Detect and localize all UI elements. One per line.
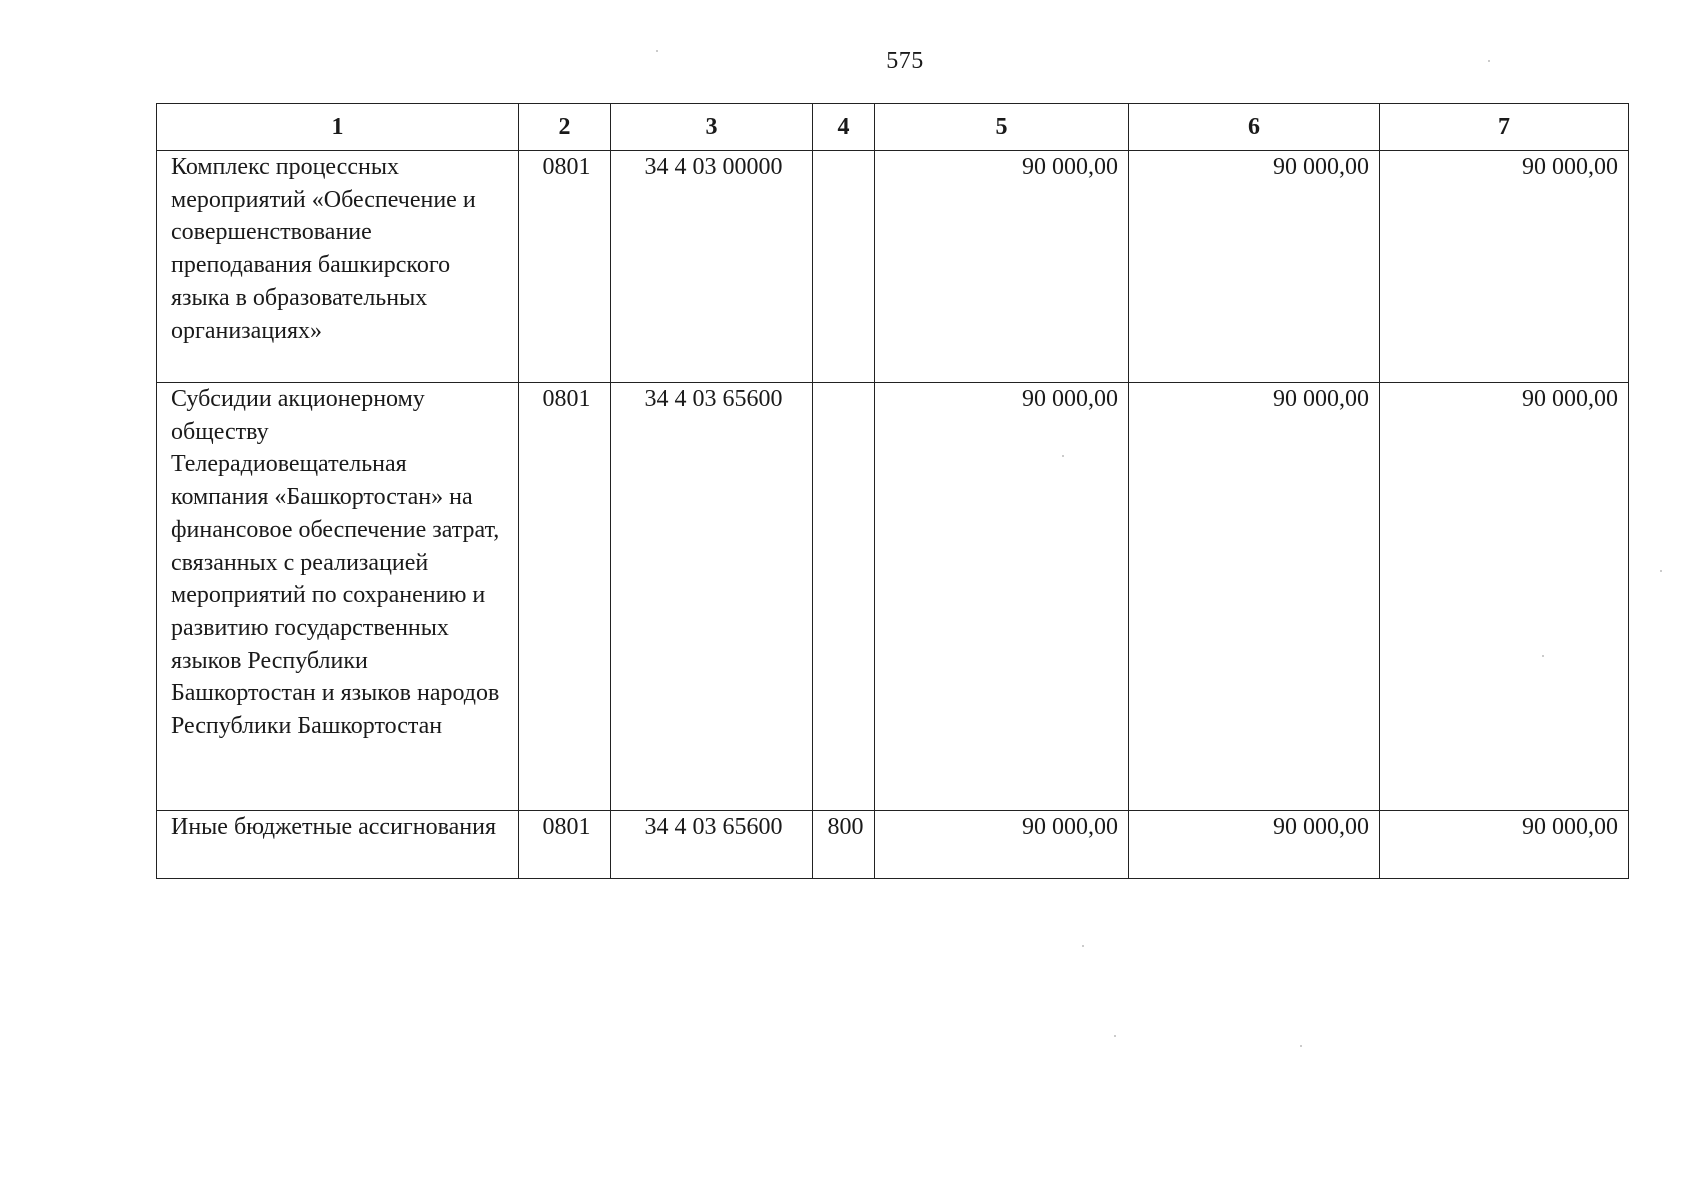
scan-speck	[1660, 570, 1662, 572]
row-expense-type	[813, 383, 875, 811]
scan-speck	[1114, 1035, 1116, 1037]
row-year2: 90 000,00	[1129, 811, 1380, 879]
scan-speck	[1542, 655, 1544, 657]
row-year3: 90 000,00	[1380, 383, 1629, 811]
row-expense-type: 800	[813, 811, 875, 879]
row-year1: 90 000,00	[875, 383, 1129, 811]
header-col-2: 2	[519, 104, 611, 151]
row-year3: 90 000,00	[1380, 151, 1629, 383]
header-row	[157, 104, 1629, 151]
header-col-4: 4	[813, 104, 875, 151]
scan-speck	[1062, 455, 1064, 457]
header-col-7: 7	[1380, 104, 1629, 151]
row-section: 0801	[519, 151, 611, 383]
row-year3: 90 000,00	[1380, 811, 1629, 879]
header-col-1: 1	[157, 104, 519, 151]
row-section: 0801	[519, 811, 611, 879]
table-row	[157, 151, 1629, 383]
row-name: Субсидии акционерному обществу Телерадиовещательная компания «Башкортостан» на финансовое обеспечение затрат, связанных с реализацией мероприятий по сохранению и развитию государственных языков Республики Башкортостан и языков народов Республики Башкортостан	[157, 383, 519, 811]
budget-table	[156, 103, 1629, 879]
row-target-article: 34 4 03 00000	[611, 151, 813, 383]
scan-speck	[1082, 945, 1084, 947]
scan-speck	[1488, 60, 1490, 62]
row-section: 0801	[519, 383, 611, 811]
row-expense-type	[813, 151, 875, 383]
row-target-article: 34 4 03 65600	[611, 383, 813, 811]
table-row	[157, 811, 1629, 879]
page-number: 575	[886, 48, 924, 74]
scan-speck	[1300, 1045, 1302, 1047]
row-name: Комплекс процессных мероприятий «Обеспечение и совершенствование преподавания башкирского языка в образовательных организациях»	[157, 151, 519, 383]
row-year2: 90 000,00	[1129, 151, 1380, 383]
row-year2: 90 000,00	[1129, 383, 1380, 811]
table-row	[157, 383, 1629, 811]
row-year1: 90 000,00	[875, 151, 1129, 383]
header-col-6: 6	[1129, 104, 1380, 151]
row-target-article: 34 4 03 65600	[611, 811, 813, 879]
row-year1: 90 000,00	[875, 811, 1129, 879]
scan-speck	[656, 50, 658, 52]
header-col-5: 5	[875, 104, 1129, 151]
header-col-3: 3	[611, 104, 813, 151]
row-name: Иные бюджетные ассигнования	[157, 811, 519, 879]
